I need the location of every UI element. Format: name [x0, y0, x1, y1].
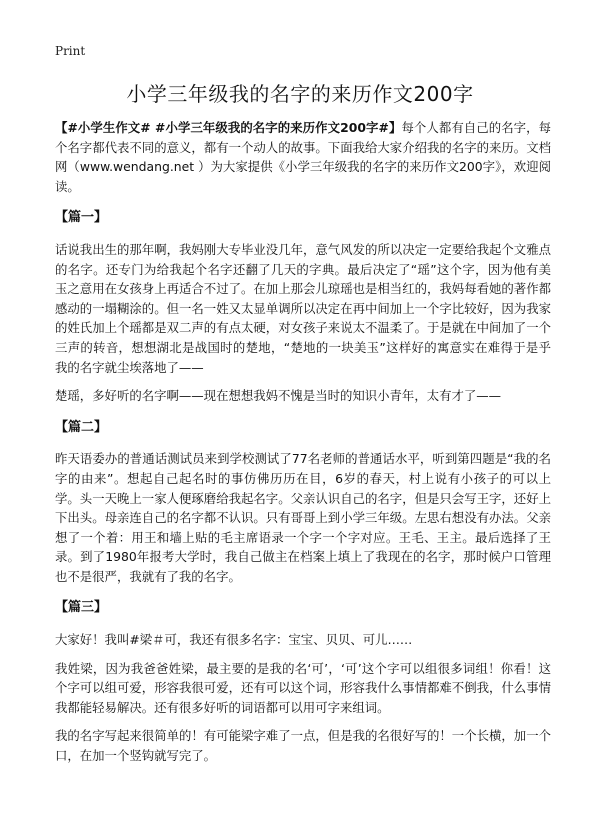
- intro-tags: 【#小学生作文# #小学三年级我的名字的来历作文200字#】: [55, 120, 402, 135]
- section-3-paragraph-2: 我姓梁，因为我爸爸姓梁，最主要的是我的名‘可’，‘可’这个字可以组很多词组！你看！这个字可以组可爱，形容我很可爱，还有可以这个词，形容我什么事情都难不倒我，什么事情我都能轻易解决。还有很多好听的词语都可以用可字来组词。: [55, 660, 551, 715]
- intro-paragraph: [55, 118, 551, 196]
- section-heading-1: 【篇一】: [55, 210, 108, 226]
- article-body: [55, 118, 551, 766]
- section-3-paragraph-3: 我的名字写起来很简单的！有可能梁字难了一点，但是我的名很好写的！一个长横，加一个口，在加一个竖钩就写完了。: [55, 728, 551, 764]
- page-title: 小学三年级我的名字的来历作文200字: [126, 82, 474, 106]
- section-heading-3: 【篇三】: [55, 600, 108, 616]
- intro-text: 每个人都有自己的名字，每个名字都代表不同的意义，都有一个动人的故事。下面我给大家介绍我的名字的来历。文档网（www.wendang.net ）为大家提供《小学三年级我的名字的来历作文200字》，欢迎阅读。: [55, 120, 551, 194]
- section-1-paragraph-2: 楚瑶，多好听的名字啊——现在想想我妈不愧是当时的知识小青年，太有才了——: [55, 388, 502, 404]
- section-3-paragraph-1: 大家好！我叫#梁＃可，我还有很多名字：宝宝、贝贝、可儿……: [55, 632, 413, 648]
- section-1-paragraph-1: 话说我出生的那年啊，我妈刚大专毕业没几年，意气风发的所以决定一定要给我起个文雅点的名字。还专门为给我起个名字还翻了几天的字典。最后决定了“瑶”这个字，因为他有美玉之意用在女孩身上再适合不过了。在加上那会儿琼瑶也是相当红的，我妈每看她的著作都感动的一塌糊涂的。但一名一姓又太显单调所以决定在再中间加上一个字比较好，因为我家的姓氏加上个瑶都是双二声的有点太硬，对女孩子来说太不温柔了。于是就在中间加了一个三声的转音，想想湖北是战国时的楚地，“楚地的一块美玉”这样好的寓意实在难得于是乎我的名字就尘埃落地了——: [55, 241, 551, 375]
- section-heading-2: 【篇二】: [55, 419, 108, 435]
- section-2-paragraph-1: 昨天语委办的普通话测试员来到学校测试了77名老师的普通话水平，听到第四题是“我的名字的由来”。想起自己起名时的事仿佛历历在目，6岁的春天，村上说有小孩子的可以上学。头一天晚上一家人便琢磨给我起名字。父亲认识自己的名字，但是只会写王字，还好上下出头。母亲连自己的名字都不认识。只有哥哥上到小学三年级。左思右想没有办法。父亲想了一个着：用王和墙上贴的毛主席语录一个字一个字对应。王毛、王主。最后选择了王录。到了1980年报考大学时，我自己做主在档案上填上了我现在的名字，那时候户口管理也不是很严，我就有了我的名字。: [55, 451, 551, 584]
- print-label: Print: [55, 44, 86, 58]
